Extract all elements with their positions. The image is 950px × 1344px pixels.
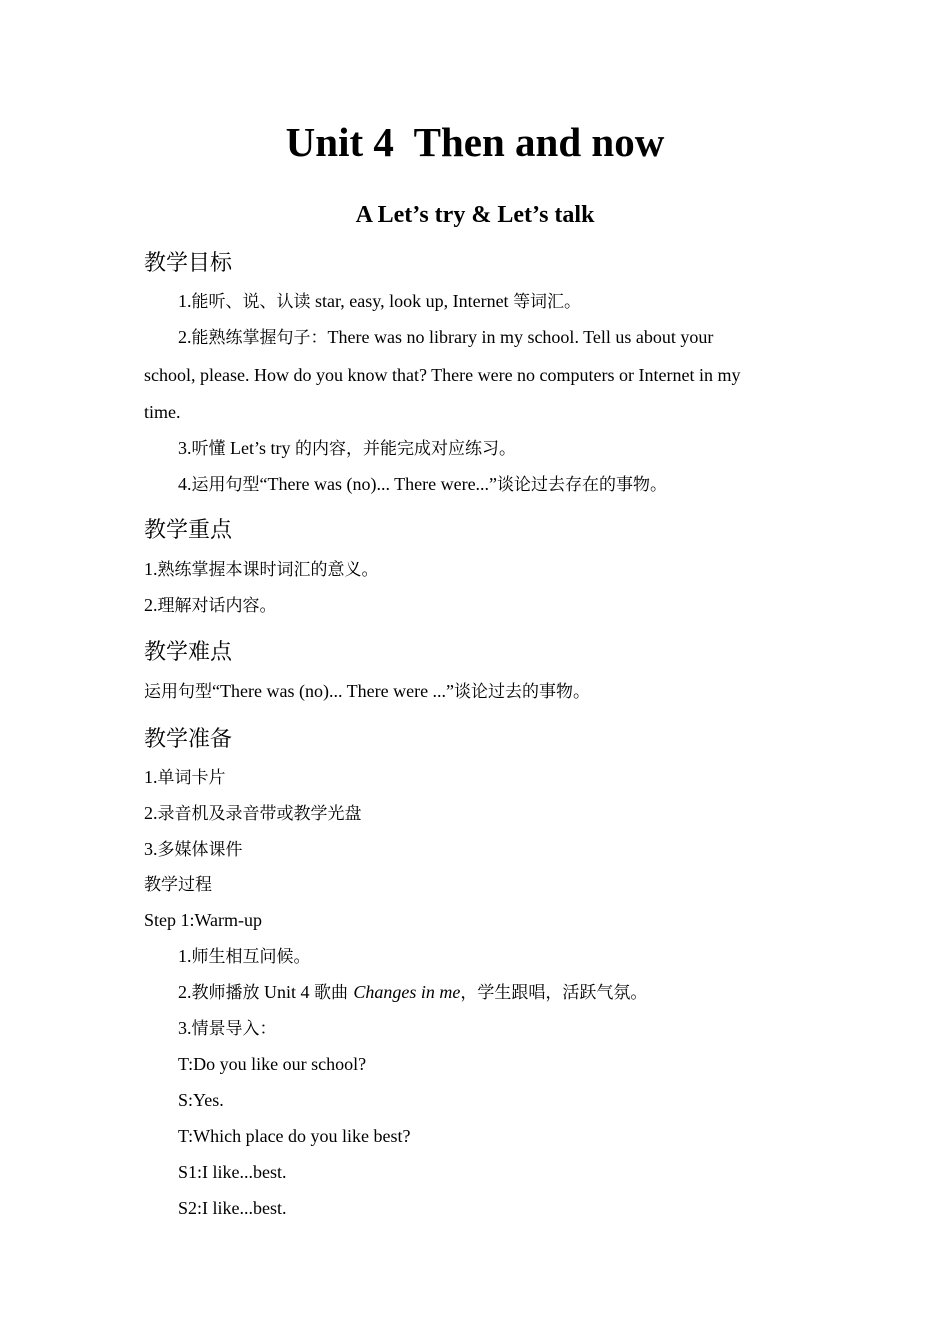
goal-item-1: 1.能听、说、认读 star, easy, look up, Internet 等词汇。: [178, 291, 582, 312]
goal-item-4: 4.运用句型“There was (no)... There were...”谈论过去存在的事物。: [178, 474, 668, 495]
section-heading-preparation: 教学准备: [144, 727, 233, 752]
goal-item-2-cont: school, please. How do you know that? There were no computers or Internet in my: [144, 365, 741, 385]
dialogue-line: S1:I like...best.: [178, 1162, 287, 1182]
page-title: Unit 4 Then and now: [285, 119, 665, 165]
process-item-3: 3.情景导入：: [178, 1018, 277, 1039]
goal-item-3: 3.听懂 Let’s try 的内容，并能完成对应练习。: [178, 438, 516, 459]
process-item-1: 1.师生相互问候。: [178, 946, 311, 967]
section-heading-goals: 教学目标: [144, 251, 233, 276]
dialogue-line: T:Do you like our school?: [178, 1054, 367, 1074]
difficulty-text: 运用句型“There was (no)... There were ...”谈论过去的事物。: [144, 681, 591, 702]
goal-item-2-cont: time.: [144, 402, 181, 422]
section-heading-difficulties: 教学难点: [144, 640, 233, 665]
key-point-item-1: 1.熟练掌握本课时词汇的意义。: [144, 559, 379, 580]
lesson-subtitle: A Let’s try & Let’s talk: [355, 202, 595, 228]
process-item-2: 2.教师播放 Unit 4 歌曲 Changes in me，学生跟唱，活跃气氛。: [178, 982, 648, 1003]
preparation-item-1: 1.单词卡片: [144, 767, 226, 788]
step-heading: Step 1:Warm-up: [144, 910, 263, 930]
key-point-item-2: 2.理解对话内容。: [144, 595, 277, 616]
preparation-item-2: 2.录音机及录音带或教学光盘: [144, 803, 362, 824]
dialogue-line: T:Which place do you like best?: [178, 1126, 411, 1146]
section-heading-key-points: 教学重点: [144, 518, 233, 543]
song-title: Changes in me: [353, 982, 461, 1002]
goal-item-2: 2.能熟练掌握句子：There was no library in my school. Tell us about your: [178, 327, 714, 348]
dialogue-line: S2:I like...best.: [178, 1198, 287, 1218]
dialogue-line: S:Yes.: [178, 1090, 224, 1110]
preparation-item-3: 3.多媒体课件: [144, 839, 243, 860]
section-heading-process: 教学过程: [144, 875, 212, 895]
